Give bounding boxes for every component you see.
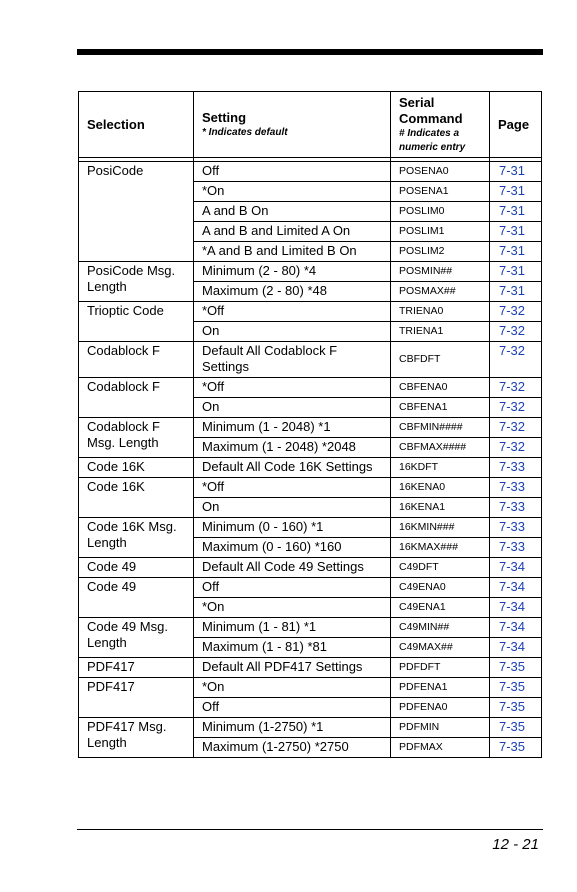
selection-cell: Code 16K Msg. Length [79, 518, 194, 558]
command-cell: C49MIN## [391, 618, 490, 638]
selection-cell: Code 16K [79, 458, 194, 478]
setting-cell: On [194, 322, 391, 342]
table-row [79, 658, 542, 678]
command-cell: C49ENA0 [391, 578, 490, 598]
table-row [79, 678, 542, 698]
page-link[interactable]: 7-31 [490, 262, 542, 282]
command-cell: TRIENA0 [391, 302, 490, 322]
page-link[interactable]: 7-31 [490, 162, 542, 182]
header-command: Serial Command # Indicates a numeric entry [391, 92, 490, 158]
page-link[interactable]: 7-35 [490, 718, 542, 738]
command-cell: 16KMIN### [391, 518, 490, 538]
command-cell: 16KDFT [391, 458, 490, 478]
table-row [79, 378, 542, 398]
command-cell: 16KENA1 [391, 498, 490, 518]
page-link[interactable]: 7-35 [490, 698, 542, 718]
selection-cell: Code 16K [79, 478, 194, 518]
command-cell: PDFDFT [391, 658, 490, 678]
table-body [79, 162, 542, 758]
setting-cell: Minimum (2 - 80) *4 [194, 262, 391, 282]
setting-cell: *Off [194, 478, 391, 498]
header-setting-note: * Indicates default [202, 126, 288, 138]
command-cell: TRIENA1 [391, 322, 490, 342]
setting-cell: *A and B and Limited B On [194, 242, 391, 262]
selection-cell: PDF417 [79, 658, 194, 678]
page-link[interactable]: 7-35 [490, 738, 542, 758]
command-cell: C49ENA1 [391, 598, 490, 618]
selection-cell: PDF417 [79, 678, 194, 718]
table-header-row [79, 92, 542, 158]
setting-cell: Maximum (2 - 80) *48 [194, 282, 391, 302]
table-row [79, 578, 542, 598]
setting-cell: Minimum (1 - 2048) *1 [194, 418, 391, 438]
setting-cell: Off [194, 162, 391, 182]
setting-cell: Off [194, 578, 391, 598]
setting-cell: Default All Code 49 Settings [194, 558, 391, 578]
setting-cell: Maximum (1-2750) *2750 [194, 738, 391, 758]
table-row [79, 342, 542, 378]
page-link[interactable]: 7-31 [490, 282, 542, 302]
setting-cell: *On [194, 678, 391, 698]
command-cell: CBFENA1 [391, 398, 490, 418]
selection-cell: Trioptic Code [79, 302, 194, 342]
setting-cell: Maximum (1 - 2048) *2048 [194, 438, 391, 458]
page-link[interactable]: 7-32 [490, 302, 542, 322]
page-link[interactable]: 7-32 [490, 418, 542, 438]
setting-cell: Off [194, 698, 391, 718]
page-link[interactable]: 7-31 [490, 182, 542, 202]
setting-cell: Default All Codablock F Settings [194, 342, 391, 378]
header-command-note: # Indicates a numeric entry [399, 127, 466, 153]
setting-cell: *Off [194, 378, 391, 398]
setting-cell: *On [194, 598, 391, 618]
selection-cell: Code 49 [79, 578, 194, 618]
page-link[interactable]: 7-34 [490, 578, 542, 598]
selection-cell: Codablock F [79, 378, 194, 418]
page-link[interactable]: 7-34 [490, 558, 542, 578]
setting-cell: *On [194, 182, 391, 202]
command-cell: POSMIN## [391, 262, 490, 282]
command-cell: PDFMIN [391, 718, 490, 738]
page-link[interactable]: 7-33 [490, 518, 542, 538]
page-link[interactable]: 7-32 [490, 398, 542, 418]
command-cell: POSENA0 [391, 162, 490, 182]
command-cell: POSLIM2 [391, 242, 490, 262]
serial-command-table [78, 91, 542, 758]
selection-cell: Code 49 [79, 558, 194, 578]
table-row [79, 162, 542, 182]
page-link[interactable]: 7-32 [490, 378, 542, 398]
table-row [79, 618, 542, 638]
page-link[interactable]: 7-33 [490, 478, 542, 498]
page-link[interactable]: 7-32 [490, 342, 542, 378]
header-page: Page [490, 92, 542, 158]
table-row [79, 302, 542, 322]
setting-cell: A and B On [194, 202, 391, 222]
setting-cell: On [194, 398, 391, 418]
command-cell: CBFDFT [391, 342, 490, 378]
page-link[interactable]: 7-35 [490, 678, 542, 698]
selection-cell: Codablock F Msg. Length [79, 418, 194, 458]
command-cell: PDFENA1 [391, 678, 490, 698]
header-selection: Selection [79, 92, 194, 158]
page-link[interactable]: 7-32 [490, 322, 542, 342]
page-link[interactable]: 7-34 [490, 618, 542, 638]
table-row [79, 558, 542, 578]
setting-cell: *Off [194, 302, 391, 322]
page-link[interactable]: 7-35 [490, 658, 542, 678]
table-row [79, 458, 542, 478]
table-row [79, 418, 542, 438]
command-cell: C49DFT [391, 558, 490, 578]
page-link[interactable]: 7-31 [490, 222, 542, 242]
setting-cell: A and B and Limited A On [194, 222, 391, 242]
page-link[interactable]: 7-33 [490, 538, 542, 558]
command-cell: PDFMAX [391, 738, 490, 758]
page-link[interactable]: 7-31 [490, 202, 542, 222]
command-cell: POSLIM0 [391, 202, 490, 222]
command-cell: 16KENA0 [391, 478, 490, 498]
bottom-rule [77, 829, 543, 830]
table-row [79, 518, 542, 538]
selection-cell: Code 49 Msg. Length [79, 618, 194, 658]
setting-cell: Maximum (0 - 160) *160 [194, 538, 391, 558]
selection-cell: PosiCode Msg. Length [79, 262, 194, 302]
setting-cell: Minimum (1 - 81) *1 [194, 618, 391, 638]
setting-cell: Maximum (1 - 81) *81 [194, 638, 391, 658]
setting-cell: Default All Code 16K Settings [194, 458, 391, 478]
setting-cell: Minimum (0 - 160) *1 [194, 518, 391, 538]
command-cell: C49MAX## [391, 638, 490, 658]
header-setting: Setting * Indicates default [194, 92, 391, 158]
page-link[interactable]: 7-34 [490, 598, 542, 618]
command-cell: CBFMAX#### [391, 438, 490, 458]
page-link[interactable]: 7-31 [490, 242, 542, 262]
command-cell: POSENA1 [391, 182, 490, 202]
selection-cell: Codablock F [79, 342, 194, 378]
top-rule [77, 49, 543, 55]
command-cell: POSLIM1 [391, 222, 490, 242]
setting-cell: On [194, 498, 391, 518]
table-row [79, 478, 542, 498]
selection-cell: PDF417 Msg. Length [79, 718, 194, 758]
page-link[interactable]: 7-33 [490, 498, 542, 518]
table-row [79, 262, 542, 282]
command-cell: CBFENA0 [391, 378, 490, 398]
setting-cell: Default All PDF417 Settings [194, 658, 391, 678]
page-link[interactable]: 7-34 [490, 638, 542, 658]
table-row [79, 718, 542, 738]
selection-cell: PosiCode [79, 162, 194, 262]
page-number: 12 - 21 [492, 836, 539, 853]
command-cell: PDFENA0 [391, 698, 490, 718]
page-link[interactable]: 7-32 [490, 438, 542, 458]
command-cell: POSMAX## [391, 282, 490, 302]
setting-cell: Minimum (1-2750) *1 [194, 718, 391, 738]
page-link[interactable]: 7-33 [490, 458, 542, 478]
command-cell: 16KMAX### [391, 538, 490, 558]
command-cell: CBFMIN#### [391, 418, 490, 438]
